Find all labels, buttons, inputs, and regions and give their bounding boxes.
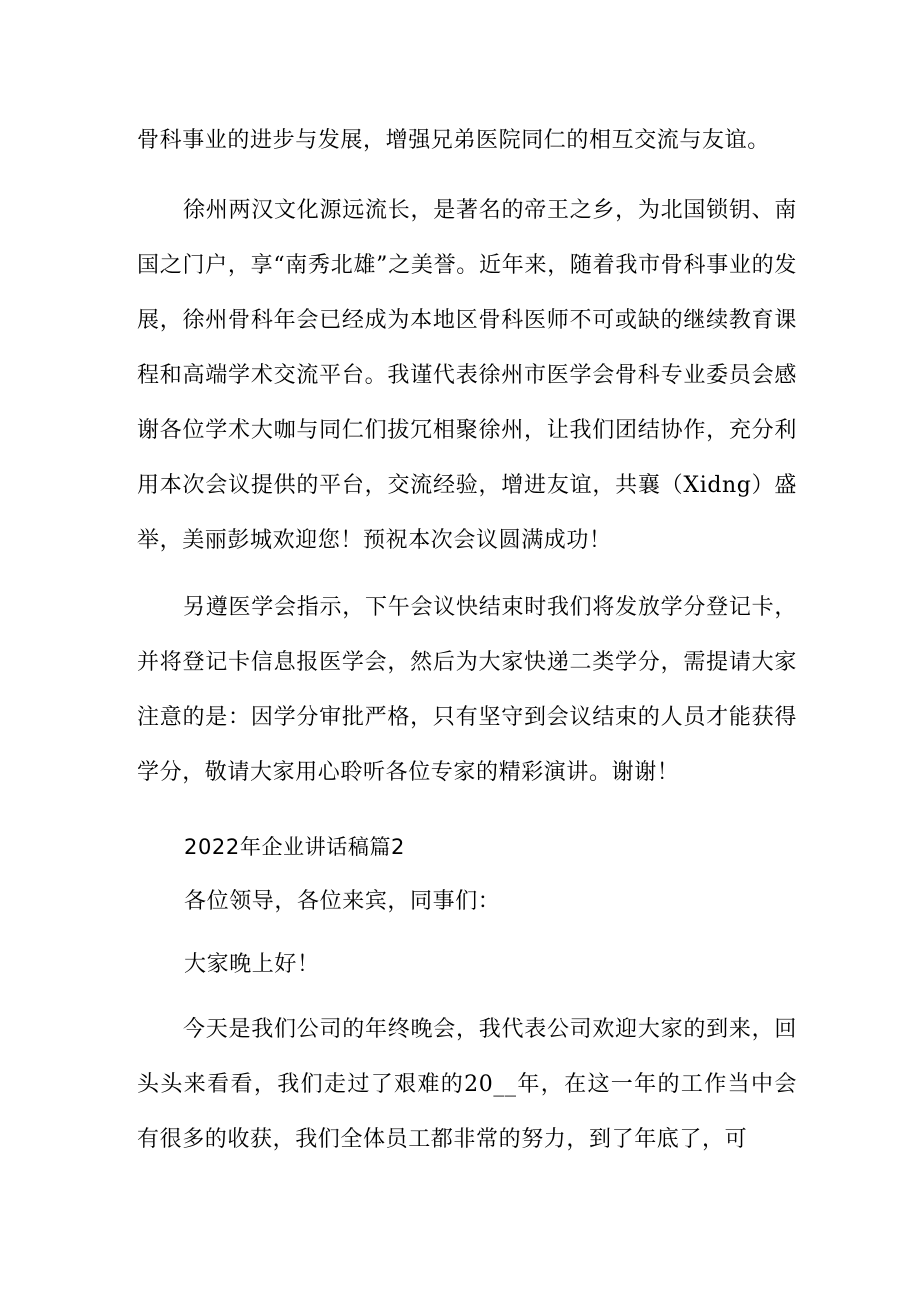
paragraph-xuzhou-intro: 徐州两汉文化源远流长，是著名的帝王之乡，为北国锁钥、南国之门户，享“南秀北雄”之美誉。近年来，随着我市骨科事业的发展，徐州骨科年会已经成为本地区骨科医师不可或缺的继续教育课程和高端学术交流平台。我谨代表徐州市医学会骨科专业委员会感谢各位学术大咖与同仁们拔冗相聚徐州，让我们团结协作，充分利用本次会议提供的平台，交流经验，增进友谊，共襄（Xidng）盛举，美丽彭城欢迎您！预祝本次会议圆满成功！ xyxy=(137,198,797,553)
paragraph-continuation: 骨科事业的进步与发展，增强兄弟医院同仁的相互交流与友谊。 xyxy=(137,128,770,153)
salutation-line: 各位领导，各位来宾，同事们： xyxy=(184,889,501,914)
greeting-line: 大家晚上好！ xyxy=(184,952,320,977)
section-heading: 2022年企业讲话稿篇2 xyxy=(184,835,406,859)
paragraph-credit-notice: 另遵医学会指示，下午会议快结束时我们将发放学分登记卡，并将登记卡信息报医学会，然后为大家快递二类学分，需提请大家注意的是：因学分审批严格，只有坚守到会议结束的人员才能获得学分，敬请大家用心聆听各位专家的精彩演讲。谢谢！ xyxy=(137,595,797,785)
paragraph-year-end-speech: 今天是我们公司的年终晚会，我代表公司欢迎大家的到来，回头头来看看，我们走过了艰难的20__年，在这一年的工作当中会有很多的收获，我们全体员工都非常的努力，到了年底了，可 xyxy=(137,1017,797,1152)
